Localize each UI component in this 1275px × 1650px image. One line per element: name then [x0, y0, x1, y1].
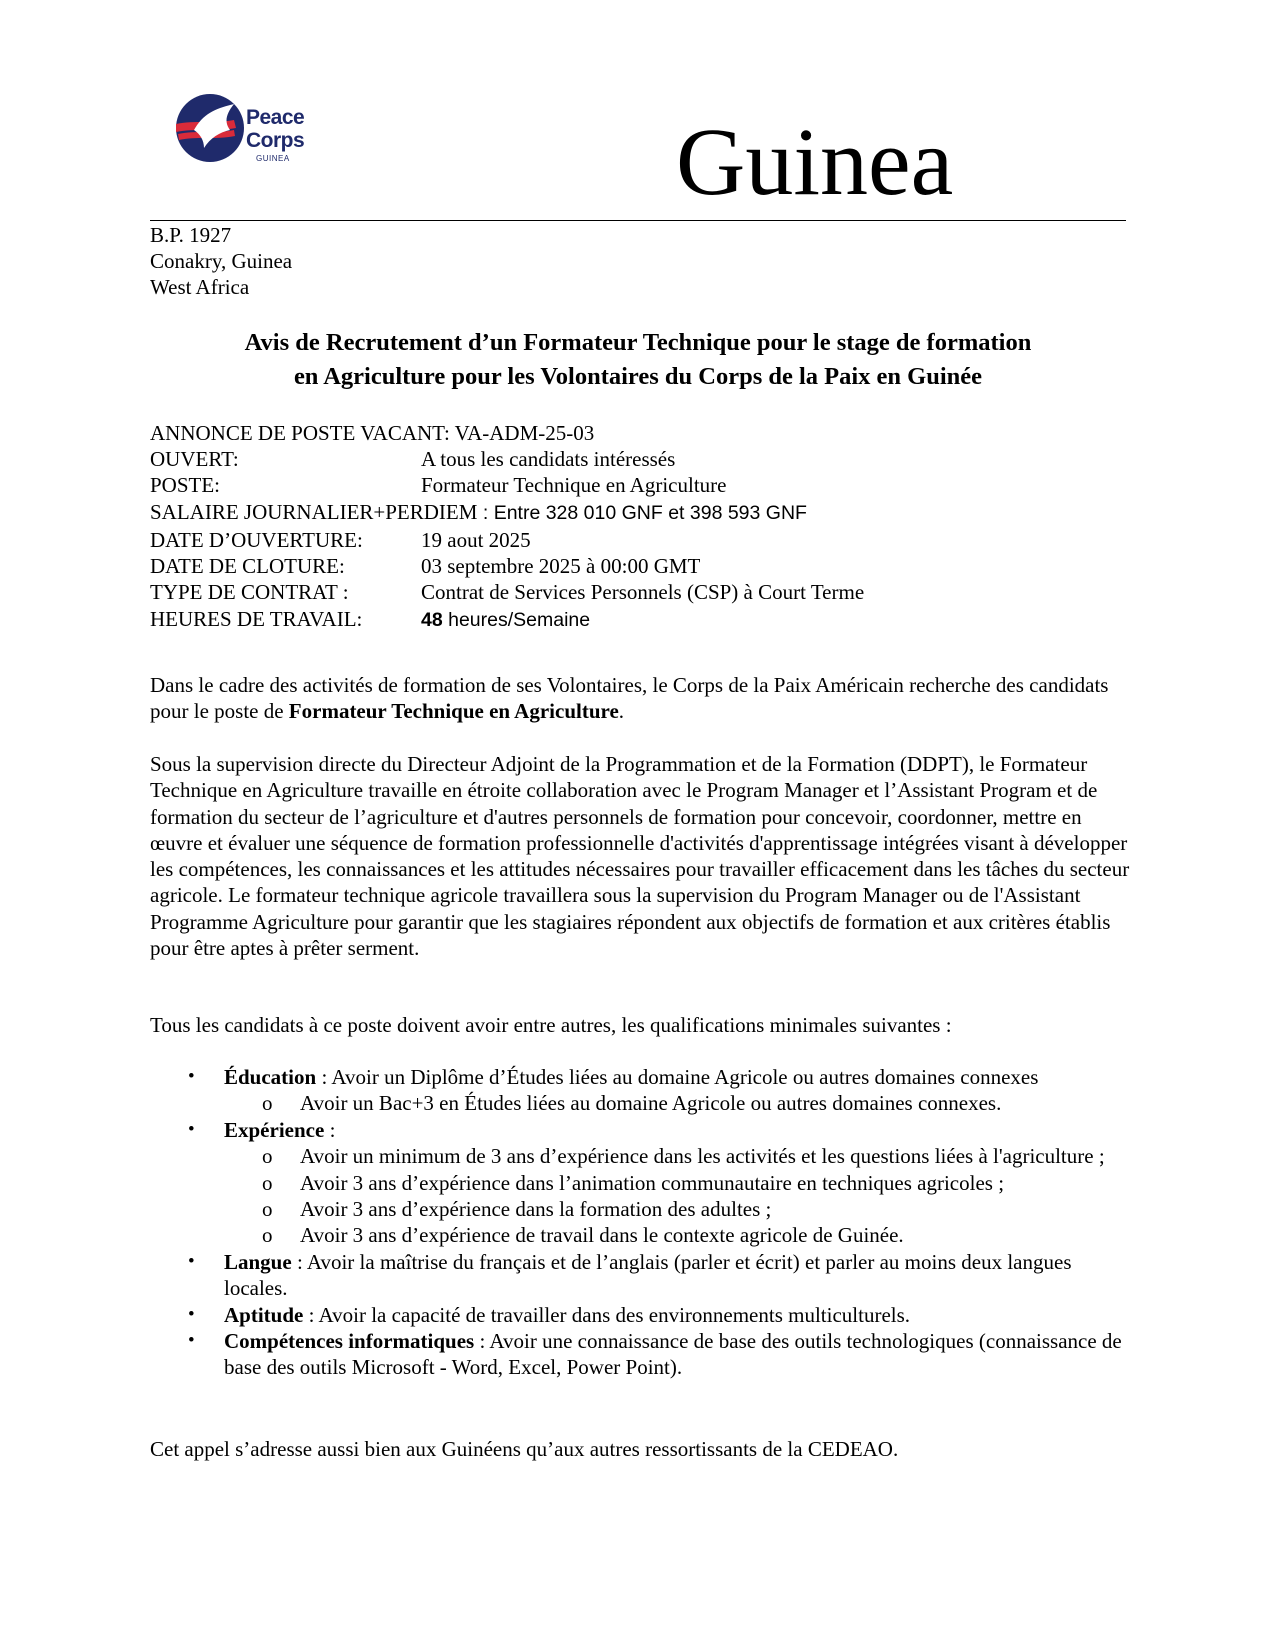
supervision-paragraph: Sous la supervision directe du Directeur Adjoint de la Programmation et de la Formation (DDPT), le Formateur Technique en Agriculture travaille en étroite collaboration avec le Program Manager et l’Assistant Program et de formation du secteur de l’agriculture et d'autres personnels de formation pour concevoir, coordonner, mettre en œuvre et évaluer une séquence de formation professionnelle d'activités d'apprentissage intégrées visant à développer les compétences, les connaissances et les attitudes nécessaires pour travailler efficacement dans les tâches du secteur agricole. Le formateur technique agricole travaillera sous la supervision du Program Manager ou de l'Assistant Programme Agriculture pour garantir que les stagiaires répondent aux objectifs de formation et aux critères établis pour être aptes à prêter serment. [150, 752, 1130, 961]
list-subitem: o Avoir 3 ans d’expérience dans l’animation communautaire en techniques agricoles ; [262, 1170, 1005, 1195]
list-subitem: o Avoir un Bac+3 en Études liées au domaine Agricole ou autres domaines connexes. [262, 1091, 1002, 1116]
list-item: • Langue : Avoir la maîtrise du français et de l’anglais (parler et écrit) et parler au moins deux langues locales. [188, 1249, 1072, 1301]
contract-type: Contrat de Services Personnels (CSP) à Court Terme [421, 580, 865, 604]
address-block [150, 222, 292, 300]
logo-subtitle: GUINEA [256, 154, 290, 163]
dove-emblem-icon [174, 90, 246, 170]
list-subitem: o Avoir un minimum de 3 ans d’expérience dans les activités et les questions liées à l'agriculture ; [262, 1144, 1105, 1169]
working-hours: 48 heures/Semaine [421, 609, 591, 631]
vacancy-number: ANNONCE DE POSTE VACANT: VA-ADM-25-03 [150, 421, 595, 445]
peace-corps-logo [174, 90, 324, 170]
announcement-heading: Avis de Recrutement d’un Formateur Technique pour le stage de formation en Agriculture pour les Volontaires du Corps de la Paix en Guinée [244, 329, 1032, 390]
closing-date: 03 septembre 2025 à 00:00 GMT [421, 554, 701, 578]
header-divider [150, 220, 1126, 221]
salary-line: SALAIRE JOURNALIER+PERDIEM : Entre 328 010 GNF et 398 593 GNF [150, 500, 807, 524]
address-line: West Africa [150, 275, 250, 299]
closing-paragraph: Cet appel s’adresse aussi bien aux Guinéens qu’aux autres ressortissants de la CEDEAO. [150, 1437, 899, 1461]
list-item: • Compétences informatiques : Avoir une connaissance de base des outils technologiques (connaissance de base des outils Microsoft - Word, Excel, Power Point). [188, 1329, 1122, 1380]
list-subitem: o Avoir 3 ans d’expérience de travail dans le contexte agricole de Guinée. [262, 1223, 904, 1248]
document-page: Peace Corps GUINEA Guinea B.P. 1927 Conakry, Guinea West Africa Avis de Recrutement d’un Formateur Technique pour le stage de formation en Agriculture pour les Volontaires du Corps de la Paix en Guinée ANNONCE DE POSTE VACANT: VA-ADM-25-03 OUVERT: A tous les candidats intéressés POSTE: Formateur Technique en Agriculture SALAIRE JOURNALIER+PERDIEM : Entre 328 010 GNF et 398 593 GNF DATE D’OUVERTURE: 19 aout 2025 DATE DE CLOTURE: 03 septembre 2025 à 00:00 GMT TYPE DE CONTRAT : Contrat de Services Personnels (CSP) à Court Terme HEURES DE TRAVAIL: 48 heures/Semaine Dans le cadre des activités de formation de ses Volontaires, le Corps de la Paix Américain recherche des candidats pour le poste de Formateur Technique en Agriculture. Sous la supervision directe du Directeur Adjoint de la Programmation et de la Formation (DDPT), le Formateur Technique en Agriculture travaille en étroite collaboration avec le Program Manager et l’Assistant Program et de formation du secteur de l’agriculture et d'autres personnels de formation pour concevoir, coordonner, mettre en œuvre et évaluer une séquence de formation professionnelle d'activités d'apprentissage intégrées visant à développer les compétences, les connaissances et les attitudes nécessaires pour travailler efficacement dans les tâches du secteur agricole. Le formateur technique agricole travaillera sous la supervision du Program Manager ou de l'Assistant Programme Agriculture pour garantir que les stagiaires répondent aux objectifs de formation et aux critères établis pour être aptes à prêter serment. Tous les candidats à ce poste doivent avoir entre autres, les qualifications minimales suivantes : • Éducation : Avoir un Diplôme d’Études liées au domaine Agricole ou autres domaines connexes o Avoir un Bac+3 en Études liées au domaine Agricole ou autres domaines connexes. • Expérience : o Avoir un minimum de 3 ans d’expérience dans les activités et les questions liées à l'agriculture ; o Avoir 3 ans d’expérience dans l’animation communautaire en techniques agricoles ; o Avoir 3 ans d’expérience dans la formation des adultes ; o Avoir 3 ans d’expérience de travail dans le contexte agricole de Guinée. • Langue : Avoir la maîtrise du français et de l’anglais (parler et écrit) et parler au moins deux langues locales. • Aptitude : Avoir la capacité de travailler dans des environnements multiculturels. • Compétences informatiques : Avoir une connaissance de base des outils technologiques (connaissance de base des outils Microsoft - Word, Excel, Power Point). Cet appel s’adresse aussi bien aux Guinéens qu’aux autres ressortissants de la CEDEAO. [0, 0, 1275, 1650]
qualifications-intro: Tous les candidats à ce poste doivent avoir entre autres, les qualifications minimales suivantes : [150, 1013, 952, 1037]
page-title: Guinea [676, 108, 954, 215]
logo-wordmark: Peace Corps [246, 106, 305, 152]
intro-paragraph: Dans le cadre des activités de formation de ses Volontaires, le Corps de la Paix Américain recherche des candidats pour le poste de Formateur Technique en Agriculture. [150, 673, 1109, 724]
opening-date: 19 aout 2025 [421, 528, 531, 552]
list-item: • Aptitude : Avoir la capacité de travailler dans des environnements multiculturels. [188, 1302, 911, 1327]
list-subitem: o Avoir 3 ans d’expérience dans la formation des adultes ; [262, 1197, 772, 1222]
list-item: • Expérience : [188, 1117, 336, 1142]
position-value: Formateur Technique en Agriculture [421, 473, 727, 497]
list-item: • Éducation : Avoir un Diplôme d’Études liées au domaine Agricole ou autres domaines connexes [188, 1065, 1039, 1089]
open-to-value: A tous les candidats intéressés [421, 447, 676, 471]
address-line: B.P. 1927 [150, 223, 232, 247]
qualifications-list [150, 1064, 1130, 1381]
address-line: Conakry, Guinea [150, 249, 293, 273]
